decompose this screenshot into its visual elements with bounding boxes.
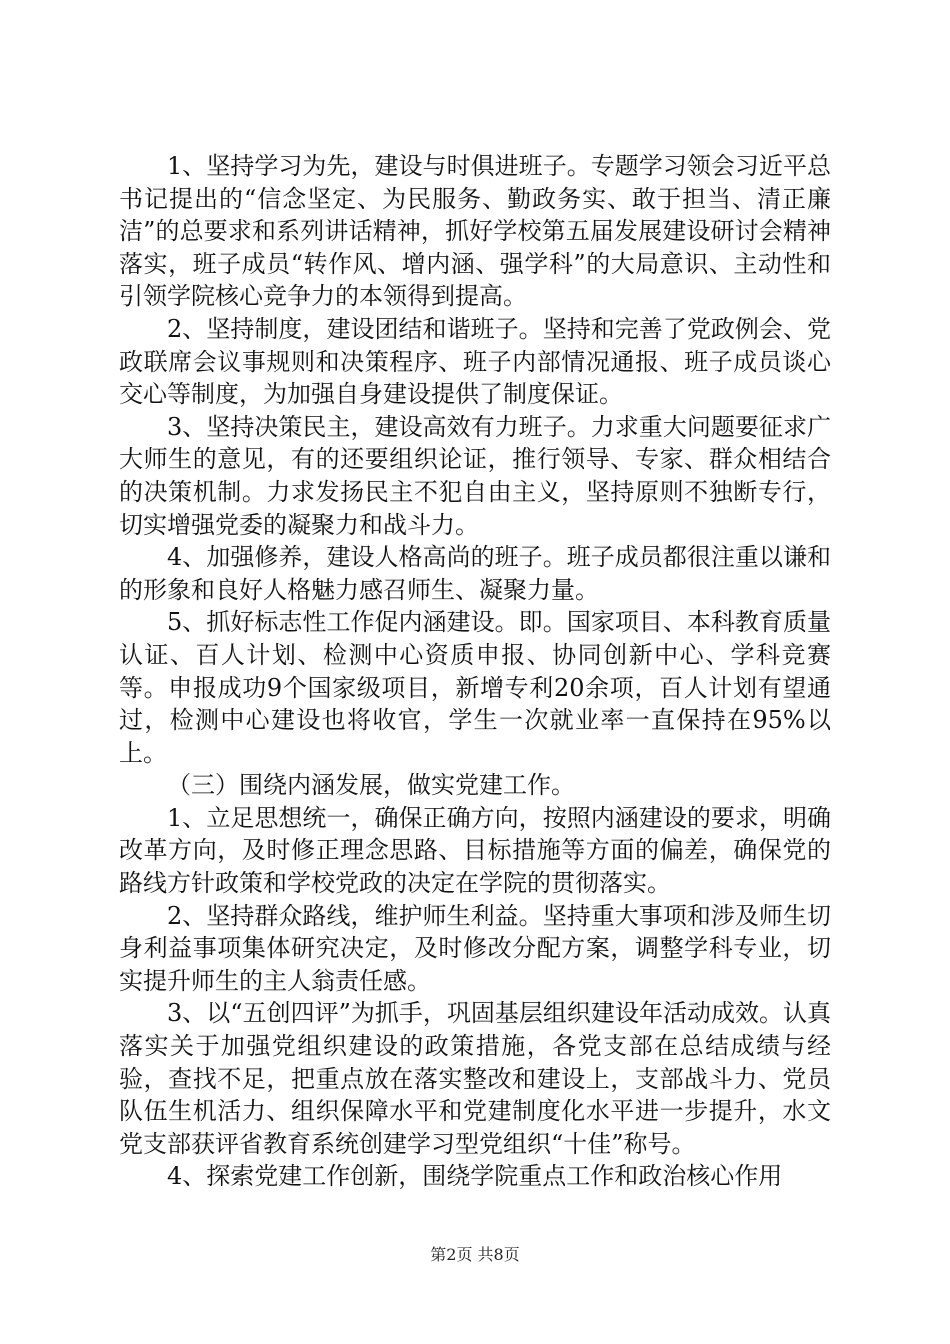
paragraph-2: 2、坚持制度，建设团结和谐班子。坚持和完善了党政例会、党政联席会议事规则和决策程序、班子内部情况通报、班子成员谈心交心等制度，为加强自身建设提供了制度保证。 [119, 314, 831, 409]
paragraph-6: 1、立足思想统一，确保正确方向，按照内涵建设的要求，明确改革方向，及时修正理念思路、目标措施等方面的偏差，确保党的路线方针政策和学校党政的决定在学院的贯彻落实。 [119, 803, 831, 898]
section-heading: （三）围绕内涵发展，做实党建工作。 [167, 771, 575, 800]
document-body [119, 150, 831, 1193]
paragraph-3: 3、坚持决策民主，建设高效有力班子。力求重大问题要征求广大师生的意见，有的还要组织论证，推行领导、专家、群众相结合的决策机制。力求发扬民主不犯自由主义，坚持原则不独断专行，切实增强党委的凝聚力和战斗力。 [119, 412, 831, 539]
page-number-footer: 第2页 共8页 [430, 1245, 520, 1264]
paragraph-8: 3、以“五创四评”为抓手，巩固基层组织建设年活动成效。认真落实关于加强党组织建设的政策措施，各党支部在总结成绩与经验，查找不足，把重点放在落实整改和建设上，支部战斗力、党员队伍生机活力、组织保障水平和党建制度化水平进一步提升，水文党支部获评省教育系统创建学习型党组织“十佳”称号。 [119, 999, 831, 1158]
paragraph-9: 4、探索党建工作创新，围绕学院重点工作和政治核心作用 [167, 1162, 783, 1191]
paragraph-1: 1、坚持学习为先，建设与时俱进班子。专题学习领会习近平总书记提出的“信念坚定、为民服务、勤政务实、敢于担当、清正廉洁”的总要求和系列讲话精神，抓好学校第五届发展建设研讨会精神落实，班子成员“转作风、增内涵、强学科”的大局意识、主动性和引领学院核心竞争力的本领得到提高。 [119, 152, 831, 311]
paragraph-4: 4、加强修养，建设人格高尚的班子。班子成员都很注重以谦和的形象和良好人格魅力感召师生、凝聚力量。 [119, 543, 831, 604]
paragraph-7: 2、坚持群众路线，维护师生利益。坚持重大事项和涉及师生切身利益事项集体研究决定，及时修改分配方案，调整学科专业，切实提升师生的主人翁责任感。 [119, 901, 831, 995]
paragraph-5: 5、抓好标志性工作促内涵建设。即。国家项目、本科教育质量认证、百人计划、检测中心资质申报、协同创新中心、学科竞赛等。申报成功9个国家级项目，新增专利20余项，百人计划有望通过，检测中心建设也将收官，学生一次就业率一直保持在95%以上。 [119, 608, 831, 767]
